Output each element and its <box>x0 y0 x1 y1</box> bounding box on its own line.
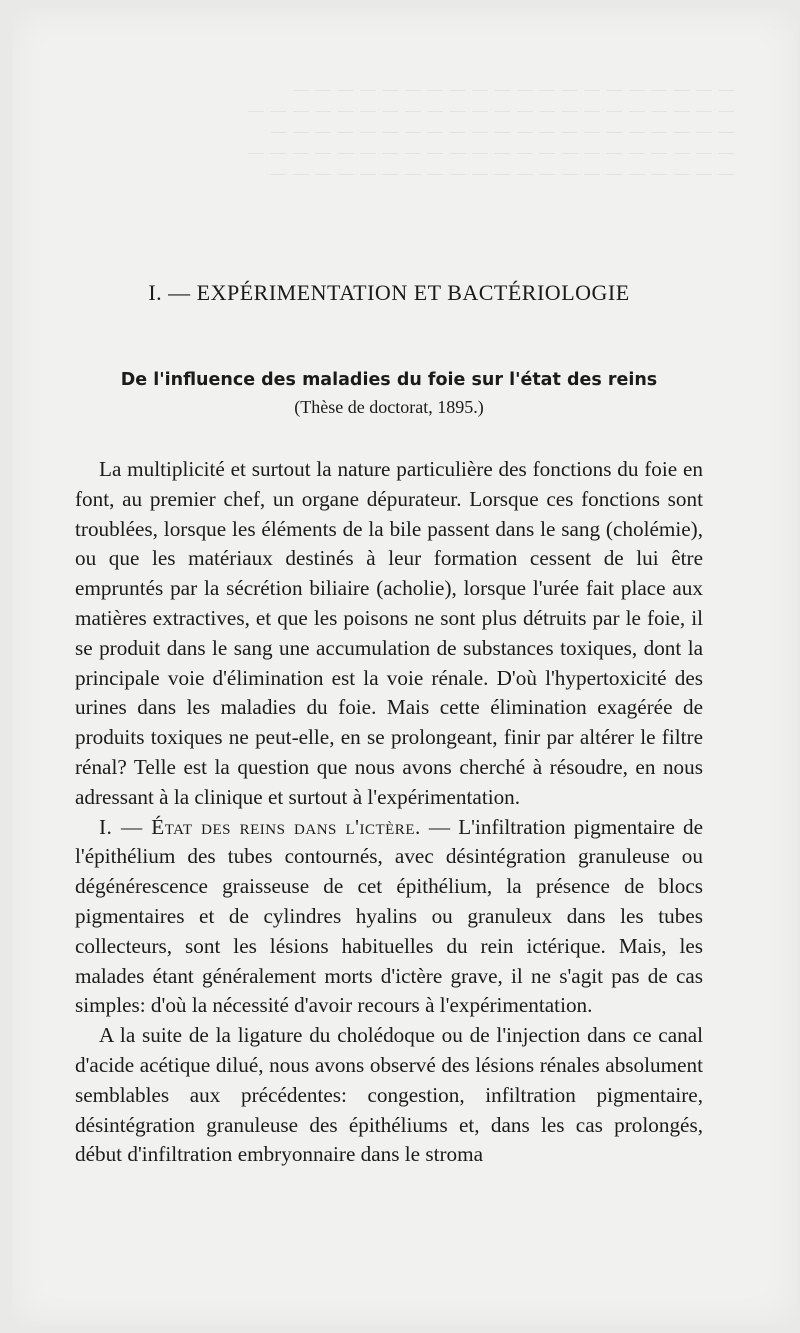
paragraph-3: A la suite de la ligature du cholédoque ou de l'injection dans ce canal d'acide acétique dilué, nous avons observé des lésions rénales absolument semblables aux précédentes: congestion, infiltration pigmentaire, désintégration granuleuse des épithéliums et, dans les cas prolongés, début d'infiltration embryonnaire dans le stroma <box>75 1023 703 1167</box>
section-heading: I. — EXPÉRIMENTATION ET BACTÉRIOLOGIE <box>148 280 630 305</box>
article-subtitle: (Thèse de doctorat, 1895.) <box>294 397 484 417</box>
article-body <box>75 455 703 1170</box>
paragraph-2-text: — L'infiltration pigmentaire de l'épithélium des tubes contournés, avec désintégration granuleuse ou dégénérescence graisseuse de cet épithélium, la présence de blocs pigmentaires et de cylindres hyalins ou granuleux dans les tubes collecteurs, sont les lésions habituelles du rein ictérique. Mais, les malades étant généralement morts d'ictère grave, il ne s'agit pas de cas simples: d'où la nécessité d'avoir recours à l'expérimentation. <box>75 814 704 1018</box>
paragraph-1: La multiplicité et surtout la nature particulière des fonctions du foie en font, au premier chef, un organe dépurateur. Lorsque ces fonctions sont troublées, lorsque les éléments de la bile passent dans le sang (cholémie), ou que les matériaux destinés à leur formation cessent de lui être empruntés par la sécrétion biliaire (acholie), lorsque l'urée fait place aux matières extractives, et que les poisons ne sont plus détruits par le foie, il se produit dans le sang une accumulation de substances toxiques, dont la principale voie d'élimination est la voie rénale. D'où l'hypertoxicité des urines dans les maladies du foie. Mais cette élimination exagérée de produits toxiques ne peut-elle, en se prolongeant, finir par altérer le filtre rénal? Telle est la question que nous avons cherché à résoudre, en nous adressant à la clinique et surtout à l'expérimentation. <box>75 457 703 809</box>
paragraph-2-label: I. — État des reins dans l'ictère. <box>99 814 421 839</box>
paragraph-2 <box>75 813 703 1022</box>
article-title: De l'influence des maladies du foie sur l'état des reins <box>120 370 658 390</box>
